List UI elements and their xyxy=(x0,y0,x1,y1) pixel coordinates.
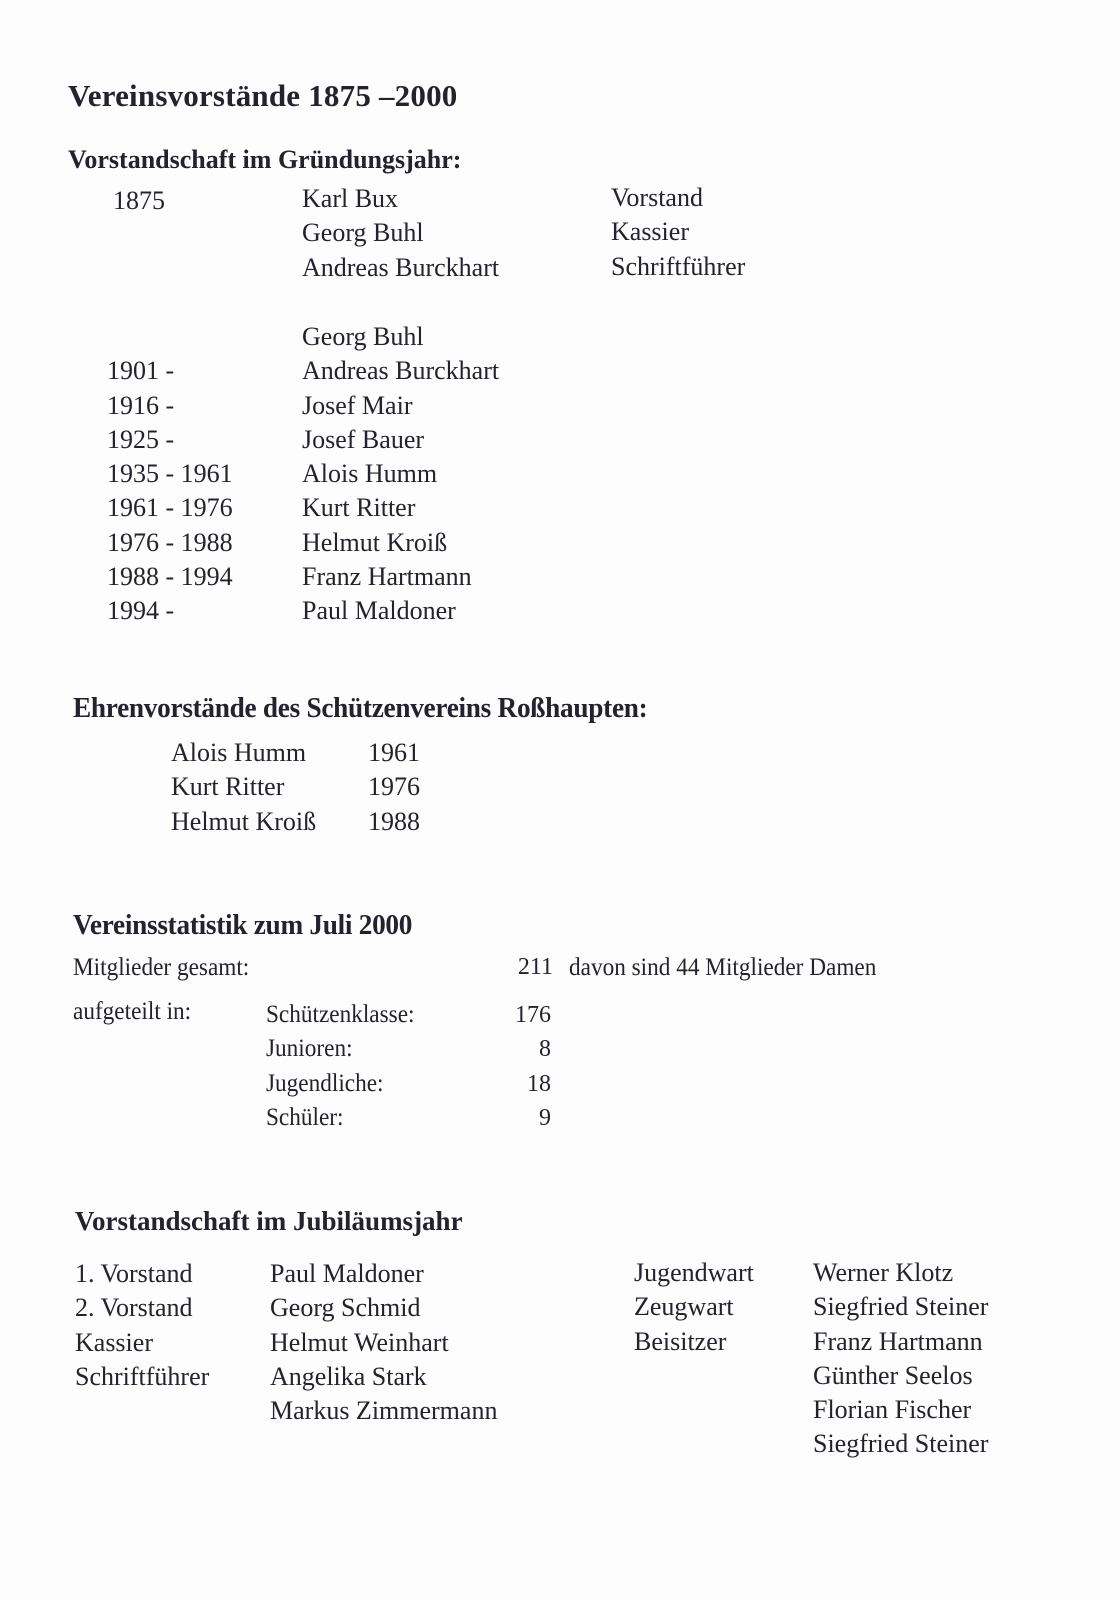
jubilee-name: Siegfried Steiner xyxy=(813,1429,989,1459)
statistics-heading: Vereinsstatistik zum Juli 2000 xyxy=(73,909,413,941)
jubilee-heading: Vorstandschaft im Jubiläumsjahr xyxy=(75,1206,463,1236)
page-title: Vereinsvorstände 1875 –2000 xyxy=(68,78,458,113)
honorary-years xyxy=(368,736,420,839)
stat-category-label: Schützenklasse: xyxy=(266,1001,415,1028)
jubilee-name: Siegfried Steiner xyxy=(813,1292,989,1322)
jubilee-role: Jugendwart xyxy=(634,1258,754,1287)
honorary-name: Kurt Ritter xyxy=(171,772,285,802)
stat-category-label: Jugendliche: xyxy=(266,1069,384,1097)
chairman-name: Paul Maldoner xyxy=(302,596,456,626)
jubilee-role: 2. Vorstand xyxy=(75,1293,193,1323)
chairman-period: 1994 - xyxy=(107,596,175,626)
total-label: Mitglieder gesamt: xyxy=(73,954,250,981)
honorary-name: Helmut Kroiß xyxy=(171,806,317,836)
jubilee-name: Paul Maldoner xyxy=(270,1259,424,1288)
jubilee-left-roles xyxy=(75,1257,209,1394)
jubilee-role: Kassier xyxy=(75,1327,153,1357)
jubilee-name: Franz Hartmann xyxy=(813,1326,983,1356)
founding-names xyxy=(302,182,499,285)
jubilee-name: Günther Seelos xyxy=(813,1360,973,1390)
jubilee-name: Florian Fischer xyxy=(813,1395,972,1425)
founding-role: Schriftführer xyxy=(611,251,746,281)
honorary-year: 1976 xyxy=(368,772,420,802)
jubilee-name: Helmut Weinhart xyxy=(270,1327,449,1357)
chairman-name: Josef Mair xyxy=(302,390,413,420)
jubilee-name: Markus Zimmermann xyxy=(270,1396,498,1426)
total-note: davon sind 44 Mitglieder Damen xyxy=(569,954,877,981)
jubilee-role: 1. Vorstand xyxy=(75,1259,193,1288)
total-value: 211 xyxy=(517,954,553,980)
jubilee-role: Zeugwart xyxy=(634,1292,734,1322)
jubilee-name: Werner Klotz xyxy=(813,1258,954,1287)
stat-category-value: 18 xyxy=(527,1070,551,1097)
chairmen-periods xyxy=(107,320,233,629)
chairman-period: 1935 - 1961 xyxy=(107,459,233,489)
founding-name: Georg Buhl xyxy=(302,218,424,248)
chairman-period xyxy=(107,320,233,354)
jubilee-right-roles xyxy=(634,1256,754,1359)
stat-category-label: Junioren: xyxy=(266,1035,353,1063)
jubilee-right-names xyxy=(813,1256,988,1462)
honorary-names xyxy=(171,736,316,839)
stat-category-value: 176 xyxy=(515,1002,551,1028)
jubilee-left-names xyxy=(270,1257,497,1428)
founding-roles xyxy=(611,181,745,284)
chairman-name: Franz Hartmann xyxy=(302,562,472,592)
founding-heading: Vorstandschaft im Gründungsjahr: xyxy=(68,145,462,174)
chairman-name: Andreas Burckhart xyxy=(302,356,500,386)
founding-role: Vorstand xyxy=(611,183,703,212)
founding-name: Karl Bux xyxy=(302,184,399,213)
jubilee-role: Schriftführer xyxy=(75,1361,210,1391)
stat-category-value: 9 xyxy=(539,1104,551,1131)
founding-year: 1875 xyxy=(113,186,165,215)
chairman-name: Helmut Kroiß xyxy=(302,527,448,557)
honorary-heading: Ehrenvorstände des Schützenvereins Roßhaupten: xyxy=(73,692,648,724)
chairman-name: Kurt Ritter xyxy=(302,493,416,523)
chairman-name: Georg Buhl xyxy=(302,322,424,351)
chairman-period: 1916 - xyxy=(107,390,175,420)
chairman-period: 1961 - 1976 xyxy=(107,493,233,523)
chairman-period: 1976 - 1988 xyxy=(107,527,233,557)
founding-role: Kassier xyxy=(611,217,689,247)
chairman-period: 1925 - xyxy=(107,424,175,454)
chairmen-names xyxy=(302,320,499,629)
split-label: aufgeteilt in: xyxy=(73,998,192,1025)
honorary-name: Alois Humm xyxy=(171,738,307,767)
honorary-year: 1988 xyxy=(368,806,420,836)
jubilee-name: Georg Schmid xyxy=(270,1293,421,1323)
jubilee-name: Angelika Stark xyxy=(270,1361,427,1391)
stat-category-value: 8 xyxy=(539,1036,551,1063)
chairman-name: Josef Bauer xyxy=(302,424,425,454)
stat-values xyxy=(495,998,551,1135)
jubilee-role: Beisitzer xyxy=(634,1326,727,1356)
chairman-period: 1988 - 1994 xyxy=(107,562,233,592)
honorary-year: 1961 xyxy=(368,738,420,767)
stat-categories xyxy=(266,998,415,1135)
chairman-name: Alois Humm xyxy=(302,459,438,489)
founding-name: Andreas Burckhart xyxy=(302,252,500,282)
chairman-period: 1901 - xyxy=(107,356,175,386)
stat-category-label: Schüler: xyxy=(266,1103,344,1131)
